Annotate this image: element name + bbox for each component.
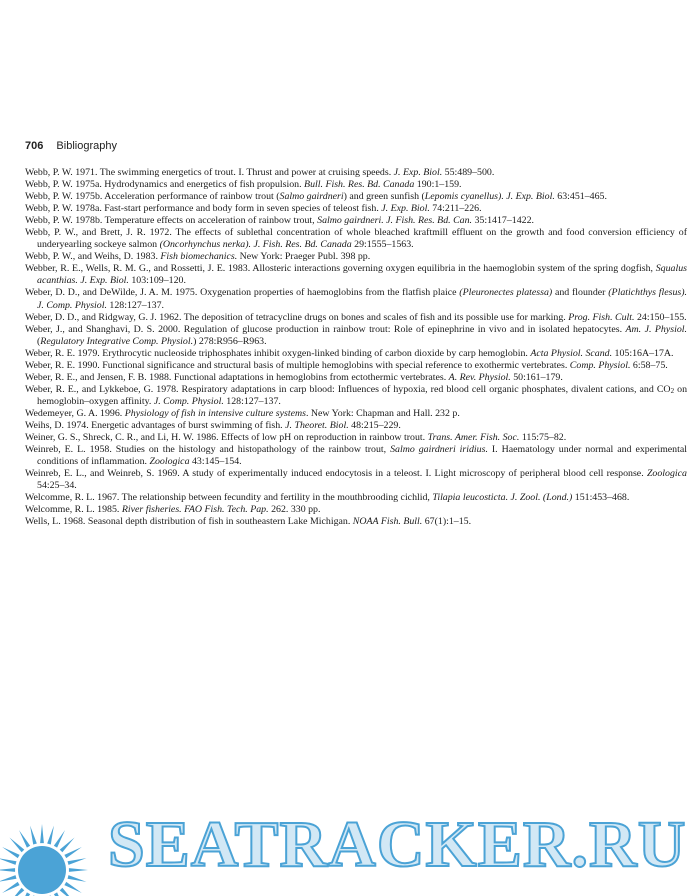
bibliography-list	[25, 167, 687, 528]
reference-entry: Webber, R. E., Wells, R. M. G., and Rossetti, J. E. 1983. Allosteric interactions governing oxygen equilibria in the haemoglobin system of the spring dogfish, Squalus acanthias. J. Exp. Biol. 103:109–120.	[25, 263, 687, 287]
reference-entry: Welcomme, R. L. 1967. The relationship between fecundity and fertility in the mouthbrooding cichlid, Tilapia leucosticta. J. Zool. (Lond.) 151:453–468.	[25, 492, 630, 504]
reference-entry: Weber, R. E., and Lykkeboe, G. 1978. Respiratory adaptations in carp blood: Influences of hypoxia, red blood cell organic phosphates, divalent cations, and $CO_2$ on hemoglobin–oxygen affinity. J. Comp. Physiol. 128:127–137.	[25, 383, 688, 407]
reference-entry: Weber, D. D., and DeWilde, J. A. M. 1975. Oxygenation properties of haemoglobins from the flatfish plaice (Pleuronectes platessa) and flounder (Platichthys flesus). J. Comp. Physiol. 128:127–137.	[25, 287, 688, 311]
sun-logo-icon	[0, 795, 110, 896]
reference-entry: Weber, R. E. 1979. Erythrocytic nucleoside triphosphates inhibit oxygen-linked binding of carbon dioxide by carp hemoglobin. Acta Physiol. Scand. 105:16A–17A.	[25, 347, 674, 359]
reference-entry: Webb, P. W. 1978a. Fast-start performance and body form in seven species of teleost fish. J. Exp. Biol. 74:211–226.	[25, 203, 482, 215]
reference-entry: Weber, R. E., and Jensen, F. B. 1988. Functional adaptations in hemoglobins from ectothermic vertebrates. A. Rev. Physiol. 50:161–179.	[25, 371, 563, 383]
watermark-text: SEATRACKER.RU	[108, 808, 687, 881]
reference-entry: Webb, P. W., and Brett, J. R. 1972. The effects of sublethal concentration of whole bleached kraftmill effluent on the growth and food conversion efficiency of underyearling sockeye salmon (Oncorhynchus nerka). J. Fish. Res. Bd. Canada 29:1555–1563.	[25, 227, 687, 251]
reference-entry: Weiner, G. S., Shreck, C. R., and Li, H. W. 1986. Effects of low pH on reproduction in rainbow trout. Trans. Amer. Fish. Soc. 115:75–82.	[25, 432, 567, 444]
page-number: 706	[25, 140, 44, 152]
reference-entry: Weinreb, E. L., and Weinreb, S. 1969. A study of experimentally induced endocytosis in a teleost. I. Light microscopy of peripheral blood cell response. Zoologica 54:25–34.	[25, 468, 687, 492]
reference-entry: Webb, P. W. 1971. The swimming energetics of trout. I. Thrust and power at cruising speeds. J. Exp. Biol. 55:489–500.	[25, 167, 495, 178]
reference-entry: Weber, R. E. 1990. Functional significance and structural basis of multiple hemoglobins with special reference to exothermic vertebrates. Comp. Physiol. 6:58–75.	[25, 359, 668, 371]
section-title: Bibliography	[56, 140, 117, 152]
reference-entry: Weinreb, E. L. 1958. Studies on the histology and histopathology of the rainbow trout, Salmo gairdneri iridius. I. Haematology under normal and experimental conditions of inflammation. Zoologica 43:145–154.	[25, 444, 687, 468]
reference-entry: Webb, P. W., and Weihs, D. 1983. Fish biomechanics. New York: Praeger Publ. 398 pp.	[25, 251, 371, 263]
reference-entry: Weber, J., and Shanghavi, D. S. 2000. Regulation of glucose production in rainbow trout: Role of epinephrine in vivo and in isolated hepatocytes. Am. J. Physiol. (Regulatory Integrative Comp. Physiol.) 278:R956–R963.	[25, 323, 687, 347]
reference-entry: Weber, D. D., and Ridgway, G. J. 1962. The deposition of tetracycline drugs on bones and scales of fish and its possible use for marking. Prog. Fish. Cult. 24:150–155.	[25, 311, 687, 323]
reference-entry: Webb, P. W. 1978b. Temperature effects on acceleration of rainbow trout, Salmo gairdneri. J. Fish. Res. Bd. Can. 35:1417–1422.	[25, 215, 535, 227]
reference-entry: Welcomme, R. L. 1985. River fisheries. FAO Fish. Tech. Pap. 262. 330 pp.	[25, 504, 321, 516]
reference-entry: Webb, P. W. 1975b. Acceleration performance of rainbow trout (Salmo gairdneri) and green sunfish (Lepomis cyanellus). J. Exp. Biol. 63:451–465.	[25, 191, 607, 203]
reference-entry: Wells, L. 1968. Seasonal depth distribution of fish in southeastern Lake Michigan. NOAA Fish. Bull. 67(1):1–15.	[25, 516, 472, 528]
reference-entry: Webb, P. W. 1975a. Hydrodynamics and energetics of fish propulsion. Bull. Fish. Res. Bd. Canada 190:1–159.	[25, 179, 462, 191]
reference-entry: Wedemeyer, G. A. 1996. Physiology of fish in intensive culture systems. New York: Chapman and Hall. 232 p.	[25, 407, 460, 419]
page-header	[25, 140, 117, 152]
watermark	[0, 795, 695, 896]
reference-entry: Weihs, D. 1974. Energetic advantages of burst swimming of fish. J. Theoret. Biol. 48:215–229.	[25, 419, 401, 431]
